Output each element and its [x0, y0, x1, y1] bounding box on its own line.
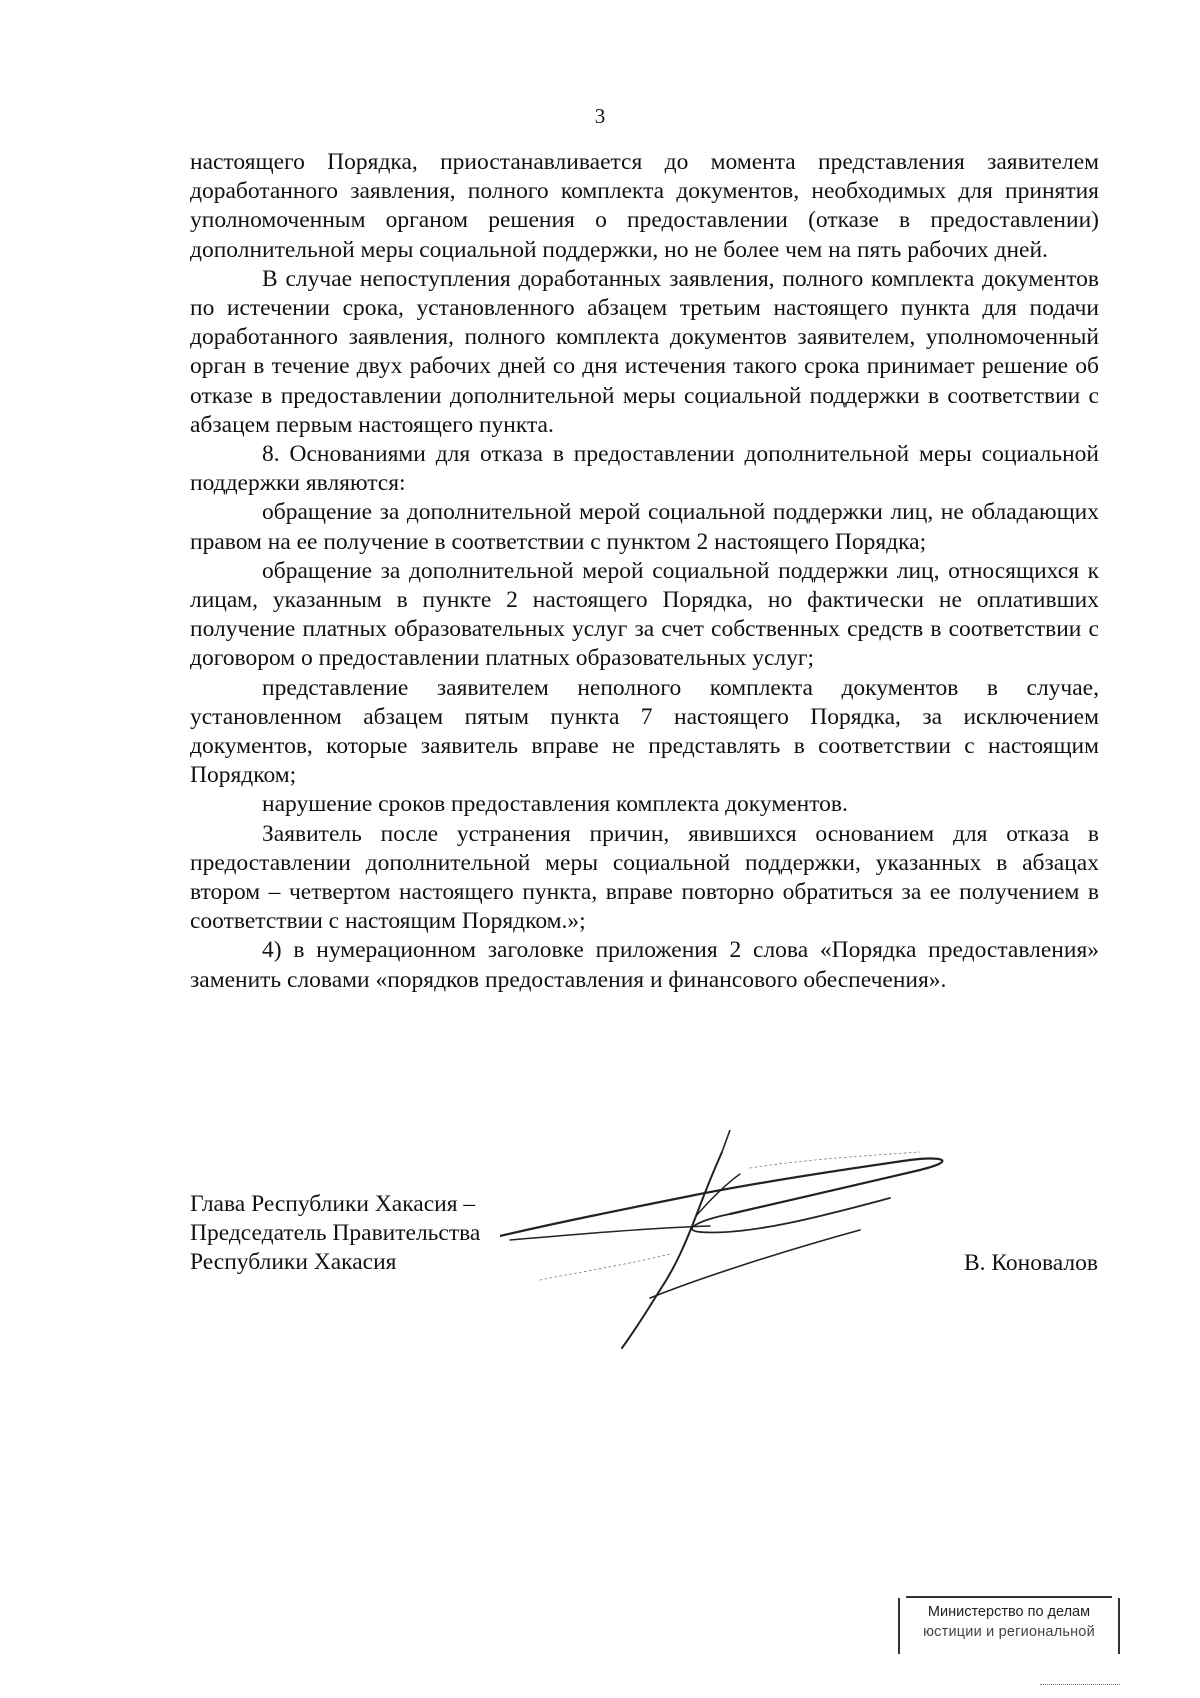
scan-artifact: [1040, 1684, 1120, 1687]
page-number: 3: [594, 104, 606, 128]
stamp-line: юстиции и региональной: [923, 1624, 1095, 1640]
document-body: [190, 148, 1099, 995]
paragraph: настоящего Порядка, приостанавливается до момента представления заявителем доработанного заявления, полного комплекта документов, необходимых для принятия уполномоченным органом решения о предоставлении (отказе в предоставлении) дополнительной меры социальной поддержки, но не более чем на пять рабочих дней.: [190, 149, 1099, 263]
paragraph: представление заявителем неполного комплекта документов в случае, установленном абзацем пятым пункта 7 настоящего Порядка, за исключением документов, которые заявитель вправе не представлять в соответствии с настоящим Порядком;: [190, 674, 1099, 789]
paragraph: обращение за дополнительной мерой социальной поддержки лиц, не обладающих правом на ее получение в соответствии с пунктом 2 настоящего Порядка;: [190, 499, 1099, 555]
signer-position-line: Республики Хакасия: [190, 1249, 397, 1276]
signer-position-line: Глава Республики Хакасия –: [190, 1191, 476, 1217]
paragraph: Заявитель после устранения причин, явившихся основанием для отказа в предоставлении дополнительной меры социальной поддержки, указанных в абзацах втором – четвертом настоящего пункта, вправе повторно обратиться за ее получением в соответствии с настоящим Порядком.»;: [190, 820, 1099, 935]
paragraph: 8. Основаниями для отказа в предоставлении дополнительной меры социальной поддержки являются:: [190, 441, 1099, 497]
stamp-line: Министерство по делам: [927, 1604, 1091, 1620]
handwritten-signature: [500, 1130, 980, 1360]
paragraph: обращение за дополнительной мерой социальной поддержки лиц, относящихся к лицам, указанным в пункте 2 настоящего Порядка, но фактически не оплативших получение платных образовательных услуг за счет собственных средств в соответствии с договором о предоставлении платных образовательных услуг;: [190, 557, 1099, 672]
signer-position: [190, 1190, 480, 1278]
signer-position-line: Председатель Правительства: [190, 1220, 481, 1247]
signer-name: В. Коновалов: [963, 1250, 1098, 1276]
paragraph: 4) в нумерационном заголовке приложения 2 слова «Порядка предоставления» заменить словами «порядков предоставления и финансового обеспечения».: [190, 937, 1099, 993]
registration-stamp: [898, 1598, 1120, 1654]
paragraph: В случае непоступления доработанных заявления, полного комплекта документов по истечении срока, установленного абзацем третьим настоящего пункта для подачи доработанного заявления, полного комплекта документов заявителем, уполномоченный орган в течение двух рабочих дней со дня истечения такого срока принимает решение об отказе в предоставлении дополнительной меры социальной поддержки в соответствии с абзацем первым настоящего пункта.: [190, 265, 1099, 438]
paragraph: нарушение сроков предоставления комплекта документов.: [262, 791, 848, 818]
